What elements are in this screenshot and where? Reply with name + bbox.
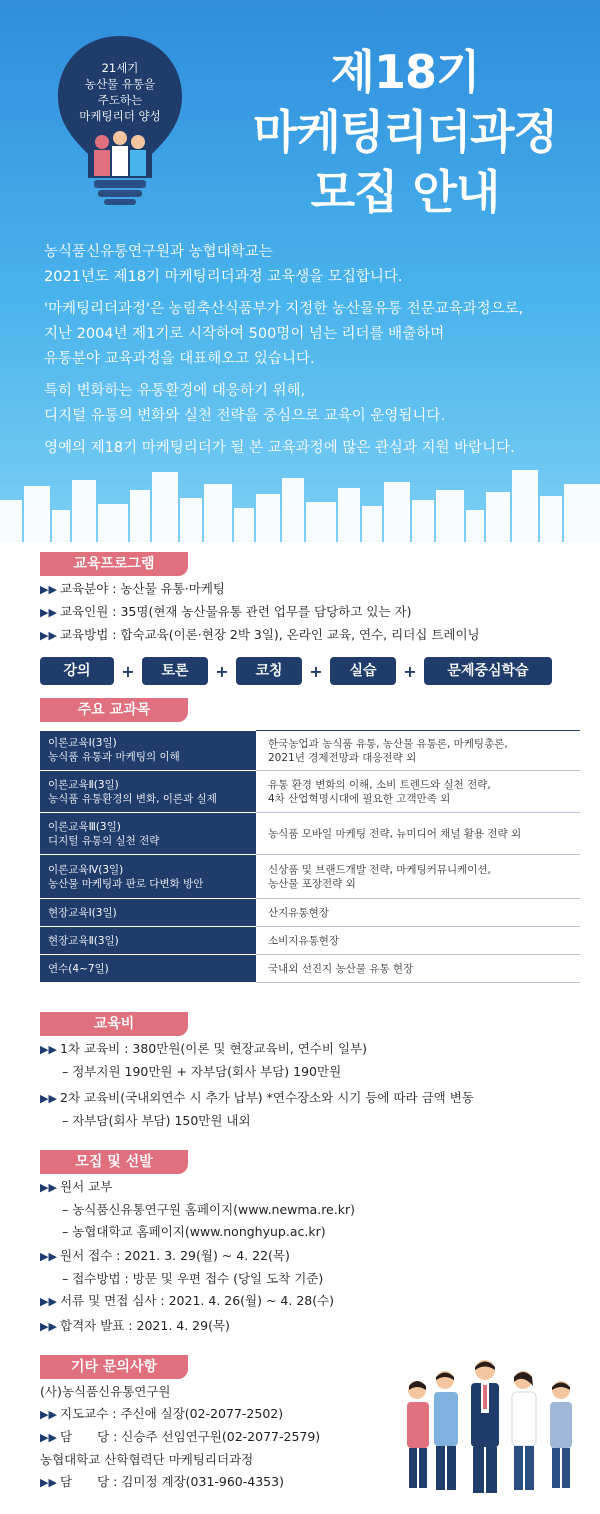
pill-discussion: 토론 [142,657,208,685]
arrow-icon: ▶▶ [40,629,57,642]
course-name: 이론교육Ⅲ(3일) 디지털 유통의 실천 전략 [40,813,256,855]
list-item: ▶▶ 교육인원 : 35명(현재 농산물유통 관련 업무를 담당하고 있는 자) [40,601,580,624]
list-item: ▶▶ 원서 교부 [40,1176,580,1199]
arrow-icon: ▶▶ [40,1181,57,1194]
list-item: ▶▶ 담 당 : 김미정 계장(031-960-4353) [40,1471,580,1494]
arrow-icon: ▶▶ [40,1476,57,1489]
table-row [40,731,580,771]
list-item: ▶▶ 교육방법 : 합숙교육(이론·현장 2박 3일), 온라인 교육, 연수, 리더십 트레이닝 [40,624,580,647]
list-item: ▶▶ 서류 및 면접 심사 : 2021. 4. 26(월) ~ 4. 28(수) [40,1290,580,1313]
program-title: 교육프로그램 [40,552,188,576]
city-skyline-icon [0,450,600,548]
table-row [40,855,580,899]
arrow-icon: ▶▶ [40,1250,57,1263]
list-item: ▶▶ 교육분야 : 농산물 유통·마케팅 [40,578,580,601]
arrow-icon: ▶▶ [40,606,57,619]
course-name: 현장교육Ⅱ(3일) [40,927,256,955]
course-content: 국내외 선진지 농산물 유통 현장 [256,955,580,983]
arrow-icon: ▶▶ [40,1431,57,1444]
list-item: ▶▶ 2차 교육비(국내외연수 시 추가 납부) *연수장소와 시기 등에 따라 금액 변동 [40,1087,580,1110]
list-item: – 정부지원 190만원 + 자부담(회사 부담) 190만원 [62,1064,342,1079]
list-item: 농협대학교 산학협력단 마케팅리더과정 [40,1452,254,1467]
pill-practice: 실습 [330,657,396,685]
list-item: – 농식품신유통연구원 홈페이지(www.newma.re.kr) [62,1202,355,1217]
table-row [40,771,580,813]
recruit-section [40,1150,580,1338]
pill-lecture: 강의 [40,657,114,685]
arrow-icon: ▶▶ [40,583,57,596]
arrow-icon: ▶▶ [40,1320,57,1333]
course-content: 신상품 및 브랜드개발 전략, 마케팅커뮤니케이션, 농산물 포장전략 외 [256,855,580,899]
list-item: ▶▶ 담 당 : 신승주 선임연구원(02-2077-2579) [40,1426,580,1449]
curriculum-section [40,698,580,983]
contact-title: 기타 문의사항 [40,1355,188,1379]
list-item: – 농협대학교 홈페이지(www.nonghyup.ac.kr) [62,1224,326,1239]
table-row [40,813,580,855]
plus-icon: + [403,661,417,681]
arrow-icon: ▶▶ [40,1408,57,1421]
list-item: ▶▶ 1차 교육비 : 380만원(이론 및 현장교육비, 연수비 일부) [40,1038,580,1061]
curriculum-table [40,730,580,983]
plus-icon: + [215,661,229,681]
recruit-title: 모집 및 선발 [40,1150,188,1174]
pill-pbl: 문제중심학습 [424,657,552,685]
course-name: 이론교육Ⅰ(3일) 농식품 유통과 마케팅의 이해 [40,731,256,771]
plus-icon: + [121,661,135,681]
hero-banner [0,0,600,548]
list-item: – 자부담(회사 부담) 150만원 내외 [62,1113,251,1128]
arrow-icon: ▶▶ [40,1092,57,1105]
course-content: 한국농업과 농식품 유통, 농산물 유통론, 마케팅총론, 2021년 경제전망과 대응전략 외 [256,731,580,771]
pill-coaching: 코칭 [236,657,302,685]
list-item: (사)농식품신유통연구원 [40,1384,171,1399]
table-row [40,955,580,983]
list-item: – 접수방법 : 방문 및 우편 접수 (당일 도착 기준) [62,1271,324,1286]
bulb-slogan: 21세기 농산물 유통을 주도하는 마케팅리더 양성 [79,61,161,123]
page-title: 제18기 마케팅리더과정 모집 안내 [252,45,558,219]
course-content: 농식품 모바일 마케팅 전략, 뉴미디어 채널 활용 전략 외 [256,813,580,855]
team-illustration-icon [395,1350,595,1500]
course-name: 이론교육Ⅱ(3일) 농식품 유통환경의 변화, 이론과 실제 [40,771,256,813]
fee-title: 교육비 [40,1012,188,1036]
arrow-icon: ▶▶ [40,1043,57,1056]
intro-text: 농식품신유통연구원과 농협대학교는 2021년도 제18기 마케팅리더과정 교육생을 모집합니다. '마케팅리더과정'은 농림축산식품부가 지정한 농산물유통 전문교육과정으로, 지난 2004년 제1기로 시작하여 500명이 넘는 리더를 배출하며 유통분야 교육과정을 대표해오고 있습니다. 특히 변화하는 유통환경에 대응하기 위해, 디지털 유통의 변화와 실천 전략을 중심으로 교육이 운영됩니다. 영예의 제18기 마케팅리더가 될 본 교육과정에 많은 관심과 지원 바랍니다. [44,244,524,456]
curriculum-title: 주요 교과목 [40,698,188,722]
course-name: 현장교육Ⅰ(3일) [40,899,256,927]
fee-section [40,1012,580,1132]
course-name: 이론교육Ⅳ(3일) 농산물 마케팅과 판로 다변화 방안 [40,855,256,899]
list-item: ▶▶ 합격자 발표 : 2021. 4. 29(목) [40,1315,580,1338]
method-pills [40,657,580,685]
table-row [40,899,580,927]
arrow-icon: ▶▶ [40,1295,57,1308]
plus-icon: + [309,661,323,681]
course-content: 산지유통현장 [256,899,580,927]
course-name: 연수(4~7일) [40,955,256,983]
table-row [40,927,580,955]
list-item: ▶▶ 원서 접수 : 2021. 3. 29(월) ~ 4. 22(목) [40,1245,580,1268]
program-section [40,552,580,685]
list-item: ▶▶ 지도교수 : 주신애 실장(02-2077-2502) [40,1403,580,1426]
course-content: 유통 환경 변화의 이해, 소비 트렌드와 실천 전략, 4차 산업혁명시대에 필요한 고객만족 외 [256,771,580,813]
course-content: 소비지유통현장 [256,927,580,955]
